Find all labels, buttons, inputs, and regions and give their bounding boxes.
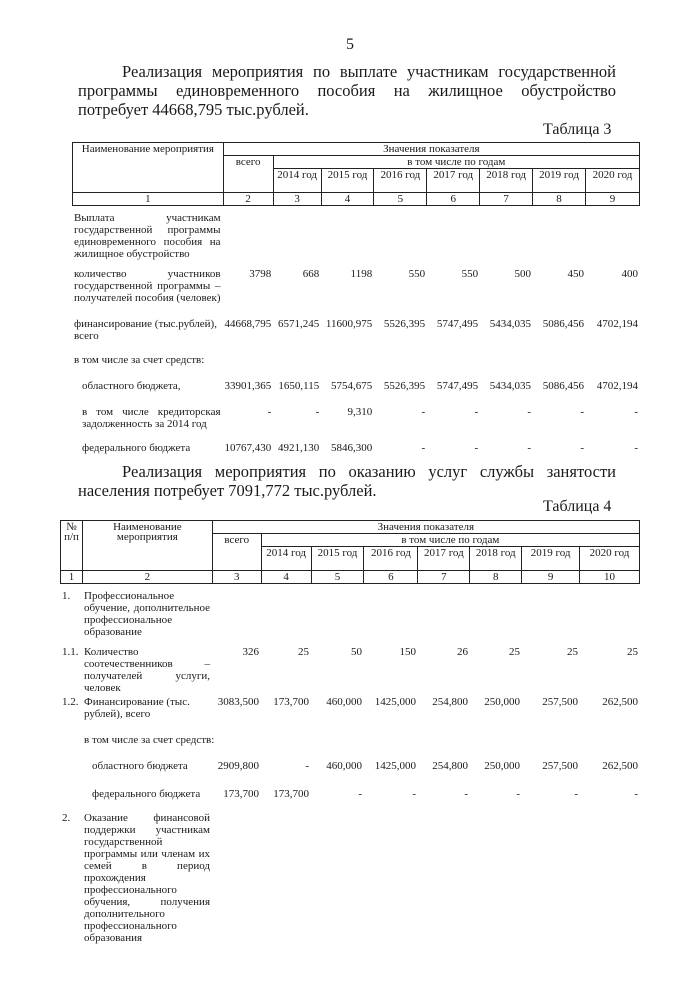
table-row xyxy=(72,442,640,460)
table-cell: 2909,800 xyxy=(217,760,259,772)
table-cell: 26 xyxy=(457,646,468,658)
table-row-label: Количество соотечественников – получателей услуги, человек xyxy=(84,646,210,694)
table3-colnum: 1 xyxy=(73,193,224,206)
table-cell: - xyxy=(464,788,468,800)
table-cell: - xyxy=(527,406,532,418)
table4-year: 2019 год xyxy=(522,547,580,571)
table4-caption: Таблица 4 xyxy=(543,498,612,515)
table3-colnum: 2 xyxy=(223,193,273,206)
table-row-label: Оказание финансовой поддержки участникам государственной программы или членам их семей в период прохождения профессионального обучения, получения дополнительного профессионального образования xyxy=(84,812,210,944)
table-cell: 25 xyxy=(567,646,578,658)
row-number xyxy=(60,760,82,788)
table-row-label: областного бюджета, xyxy=(82,380,181,392)
table-cell: - xyxy=(421,406,426,418)
table-row xyxy=(60,760,640,788)
table-row xyxy=(72,268,640,318)
table-cell: 450 xyxy=(567,268,584,280)
table-cell: - xyxy=(634,406,638,418)
table4-year: 2015 год xyxy=(311,547,364,571)
table-cell: 25 xyxy=(627,646,638,658)
table-cell: 4921,130 xyxy=(278,442,320,454)
table-cell: 4702,194 xyxy=(596,318,638,330)
table-cell: - xyxy=(267,406,272,418)
table4-colnum: 7 xyxy=(418,571,470,584)
table-cell: 173,700 xyxy=(273,788,309,800)
table-cell: - xyxy=(516,788,520,800)
table-cell: - xyxy=(305,760,309,772)
table3-colnum: 8 xyxy=(533,193,586,206)
table-cell: 25 xyxy=(509,646,520,658)
table3-colnum: 3 xyxy=(273,193,321,206)
table-cell: - xyxy=(315,406,320,418)
table-cell: 6571,245 xyxy=(278,318,320,330)
row-number: 1. xyxy=(62,590,71,602)
table-row-label: федерального бюджета xyxy=(82,442,191,454)
table-cell: 50 xyxy=(351,646,362,658)
table-cell: - xyxy=(474,442,479,454)
table-cell: - xyxy=(634,788,638,800)
table-cell: 5086,456 xyxy=(542,380,584,392)
table3-year: 2019 год xyxy=(533,169,586,193)
table4-colnum: 3 xyxy=(212,571,261,584)
table-row xyxy=(72,406,640,442)
table-cell: - xyxy=(527,442,532,454)
table3-colnum: 4 xyxy=(321,193,374,206)
table-cell: 5526,395 xyxy=(383,318,426,330)
table-cell: 25 xyxy=(298,646,309,658)
table3-year: 2015 год xyxy=(321,169,374,193)
table-row-label: финансирование (тыс.рублей), всего xyxy=(74,318,217,342)
row-number: 2. xyxy=(62,812,71,824)
table-cell: 10767,430 xyxy=(224,442,272,454)
table-row xyxy=(60,696,640,734)
table4-colnum: 10 xyxy=(580,571,640,584)
table-cell: 254,800 xyxy=(432,760,468,772)
table-row xyxy=(72,318,640,354)
table3-year: 2014 год xyxy=(273,169,321,193)
table4-colnum: 6 xyxy=(364,571,418,584)
table-cell: 5747,495 xyxy=(436,380,479,392)
table-cell: 1198 xyxy=(350,268,373,280)
table-row xyxy=(60,788,640,812)
table-row-label: Финансирование (тыс. рублей), всего xyxy=(84,696,190,720)
table-cell: - xyxy=(580,442,584,454)
table-cell: 44668,795 xyxy=(224,318,272,330)
table-cell: 9,310 xyxy=(347,406,373,418)
table4-colnum: 5 xyxy=(311,571,364,584)
table-cell: - xyxy=(412,788,416,800)
table4-body xyxy=(60,590,640,944)
table-row-label: федерального бюджета xyxy=(92,788,201,800)
table-cell: 5086,456 xyxy=(542,318,584,330)
table3-colnum: 9 xyxy=(586,193,640,206)
section1-text: Реализация мероприятия по выплате участникам государственной программы единовременного пособия на жилищное обустройство потребует 44668,795 тыс.рублей. xyxy=(78,62,616,119)
table-cell: 460,000 xyxy=(326,760,362,772)
table-cell: 550 xyxy=(461,268,479,280)
table4-colnum: 8 xyxy=(470,571,522,584)
table4-colnum: 2 xyxy=(82,571,212,584)
table4-year: 2018 год xyxy=(470,547,522,571)
table-cell: 262,500 xyxy=(602,760,638,772)
table-cell: 250,000 xyxy=(484,696,520,708)
table3-header-values: Значения показателя xyxy=(223,143,639,156)
table-cell: 460,000 xyxy=(326,696,362,708)
table-cell: 5434,035 xyxy=(489,318,532,330)
table4-year: 2016 год xyxy=(364,547,418,571)
table-row xyxy=(72,354,640,380)
table-row xyxy=(60,646,640,696)
table-cell: 5846,300 xyxy=(330,442,373,454)
table-cell: 1425,000 xyxy=(374,760,416,772)
table-row xyxy=(72,380,640,406)
section2-text: Реализация мероприятия по оказанию услуг службы занятости населения потребует 7091,772 тыс.рублей. xyxy=(78,462,616,500)
row-number xyxy=(60,788,82,812)
table3-year: 2016 год xyxy=(374,169,427,193)
table-cell: 262,500 xyxy=(602,696,638,708)
table-cell: 5434,035 xyxy=(489,380,532,392)
table-cell: 11600,975 xyxy=(325,318,373,330)
table-cell: - xyxy=(574,788,578,800)
table-cell: 173,700 xyxy=(223,788,259,800)
table3-body xyxy=(72,212,640,460)
table3-year: 2020 год xyxy=(586,169,640,193)
table-cell: 254,800 xyxy=(432,696,468,708)
table-cell: - xyxy=(358,788,362,800)
table4-year: 2014 год xyxy=(261,547,311,571)
table-cell: 5747,495 xyxy=(436,318,479,330)
page-number: 5 xyxy=(346,36,354,53)
table3-year: 2018 год xyxy=(480,169,533,193)
table4-header-values: Значения показателя xyxy=(212,521,639,534)
table-cell: 257,500 xyxy=(542,696,578,708)
table-row-label: областного бюджета xyxy=(92,760,188,772)
table3-caption: Таблица 3 xyxy=(543,121,612,138)
table-cell: 500 xyxy=(514,268,532,280)
table-cell: 33901,365 xyxy=(224,380,272,392)
row-number: 1.1. xyxy=(62,646,79,658)
table-cell: 3798 xyxy=(249,268,272,280)
table4-header-name: Наименование мероприятия xyxy=(82,521,212,571)
table-row xyxy=(60,590,640,646)
table-row-label: количество участников государственной программы – получателей пособия (человек) xyxy=(74,268,221,304)
table-cell: 1425,000 xyxy=(374,696,416,708)
table-cell: - xyxy=(421,442,426,454)
table4-colnum: 9 xyxy=(522,571,580,584)
table4-colnum: 1 xyxy=(61,571,83,584)
table-cell: 250,000 xyxy=(484,760,520,772)
table-cell: 3083,500 xyxy=(217,696,259,708)
table4-header xyxy=(60,520,640,584)
table4-header-no: № п/п xyxy=(61,521,83,571)
table3-colnum: 7 xyxy=(480,193,533,206)
table-cell: 668 xyxy=(302,268,320,280)
table-cell: 173,700 xyxy=(273,696,309,708)
table-row xyxy=(60,734,640,760)
table-cell: 4702,194 xyxy=(596,380,638,392)
table-cell: - xyxy=(474,406,479,418)
table3-header-by-years: в том числе по годам xyxy=(273,156,639,169)
table-row-label: Профессиональное обучение, дополнительное профессиональное образование xyxy=(84,590,210,638)
table4-header-by-years: в том числе по годам xyxy=(261,534,639,547)
table4-year: 2017 год xyxy=(418,547,470,571)
table-cell: - xyxy=(634,442,638,454)
table3-header xyxy=(72,142,640,206)
row-number xyxy=(60,734,82,760)
table3-header-total: всего xyxy=(223,156,273,193)
table-row-label: в том числе за счет средств: xyxy=(74,354,205,366)
table-cell: 5526,395 xyxy=(383,380,426,392)
table-cell: - xyxy=(580,406,584,418)
table-cell: 550 xyxy=(408,268,426,280)
table4-header-total: всего xyxy=(212,534,261,571)
table-cell: 257,500 xyxy=(542,760,578,772)
table-cell: 1650,115 xyxy=(278,380,320,392)
table-cell: 150 xyxy=(399,646,416,658)
table-row-label: в том числе кредиторская задолженность за 2014 год xyxy=(82,406,221,430)
table4-year: 2020 год xyxy=(580,547,640,571)
table4-colnum: 4 xyxy=(261,571,311,584)
table-cell: 5754,675 xyxy=(330,380,373,392)
table-row xyxy=(60,812,640,944)
table3-year: 2017 год xyxy=(427,169,480,193)
table-cell: 326 xyxy=(242,646,259,658)
table3-colnum: 5 xyxy=(374,193,427,206)
table3-colnum: 6 xyxy=(427,193,480,206)
table-cell: 400 xyxy=(621,268,638,280)
row-number: 1.2. xyxy=(62,696,79,708)
table-row-label: в том числе за счет средств: xyxy=(84,734,215,746)
table-row-label: Выплата участникам государственной программы единовременного пособия на жилищное обустройство xyxy=(74,212,221,260)
table3-header-name: Наименование мероприятия xyxy=(73,143,224,193)
